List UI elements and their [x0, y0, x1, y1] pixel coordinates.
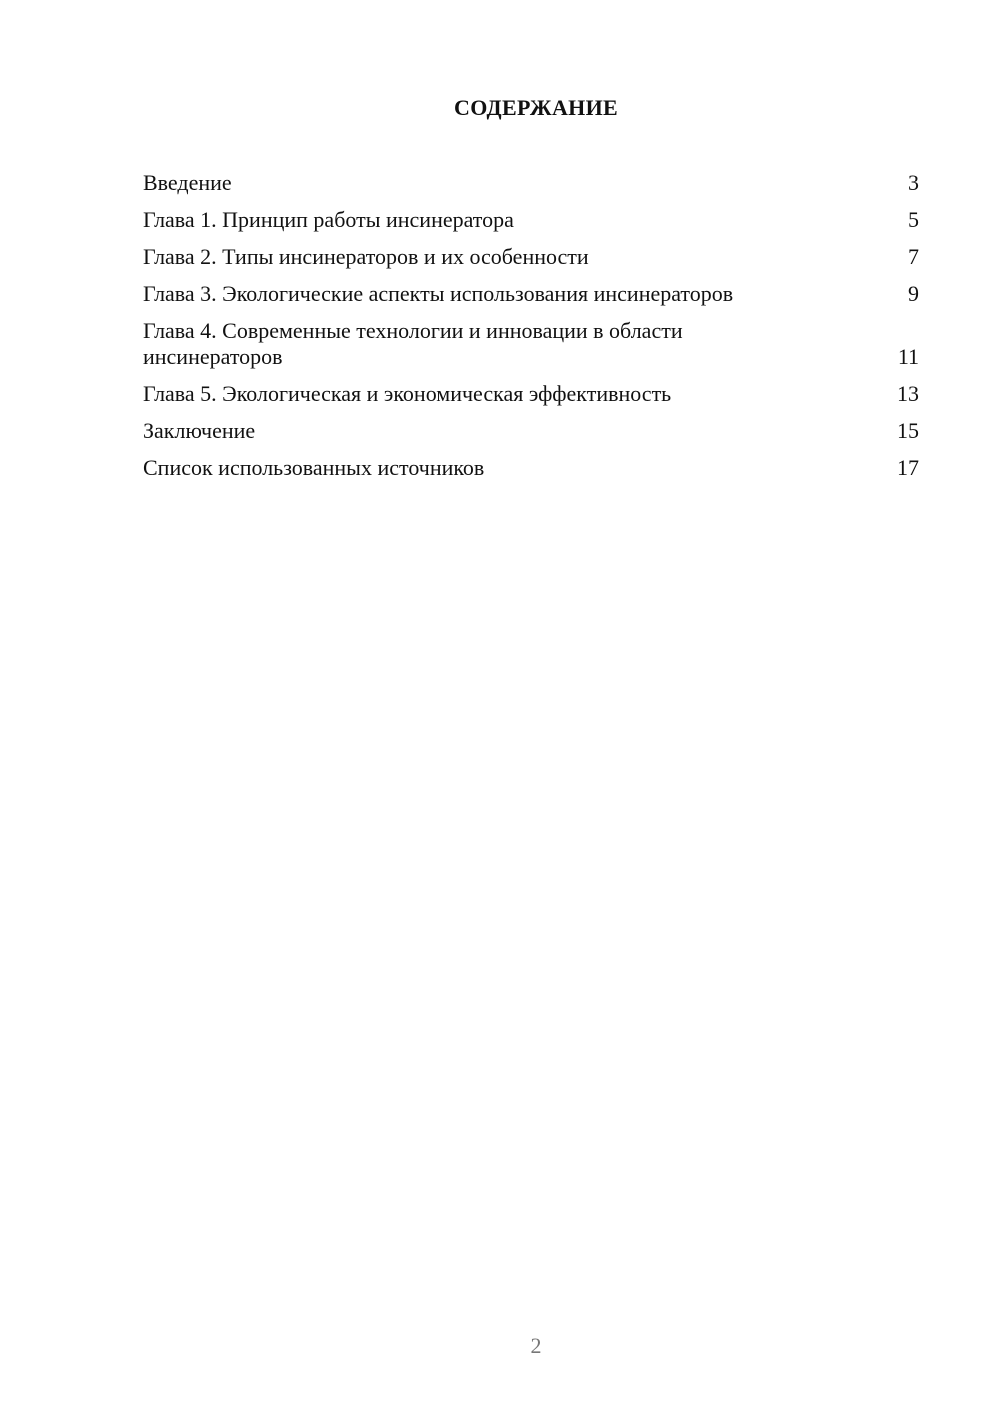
toc-entry-conclusion[interactable]: [143, 418, 919, 444]
toc-entry-label: Глава 5. Экологическая и экономическая эффективность: [143, 381, 672, 406]
toc-entry-label: Глава 3. Экологические аспекты использования инсинераторов: [143, 281, 734, 306]
toc-entry-label: Глава 2. Типы инсинераторов и их особенности: [143, 244, 589, 269]
toc-entry-label: Глава 4. Современные технологии и инновации в области инсинераторов: [143, 318, 683, 369]
toc-entry-references[interactable]: [143, 455, 919, 481]
toc-entry-chapter-2[interactable]: [143, 244, 919, 270]
toc-entry-introduction[interactable]: [143, 170, 919, 196]
toc-entry-chapter-1[interactable]: [143, 207, 919, 233]
toc-entry-page: 11: [897, 344, 919, 369]
toc-entry-label: Введение: [143, 170, 232, 195]
toc-entry-page: 13: [897, 381, 919, 406]
toc-entry-chapter-5[interactable]: [143, 381, 919, 407]
toc-entry-page: 17: [897, 455, 919, 480]
toc-entry-label: Глава 1. Принцип работы инсинератора: [143, 207, 514, 232]
toc-title: СОДЕРЖАНИЕ: [454, 95, 618, 120]
table-of-contents: [143, 170, 919, 492]
toc-entry-label: Список использованных источников: [143, 455, 485, 480]
toc-entry-chapter-3[interactable]: [143, 281, 919, 307]
toc-entry-page: 3: [908, 170, 919, 195]
toc-entry-page: 7: [908, 244, 919, 269]
toc-entry-page: 5: [908, 207, 919, 232]
toc-entry-chapter-4[interactable]: [143, 318, 919, 370]
page-number: 2: [530, 1333, 542, 1358]
toc-entry-page: 9: [908, 281, 919, 306]
toc-entry-page: 15: [897, 418, 919, 443]
toc-entry-label: Заключение: [143, 418, 256, 443]
